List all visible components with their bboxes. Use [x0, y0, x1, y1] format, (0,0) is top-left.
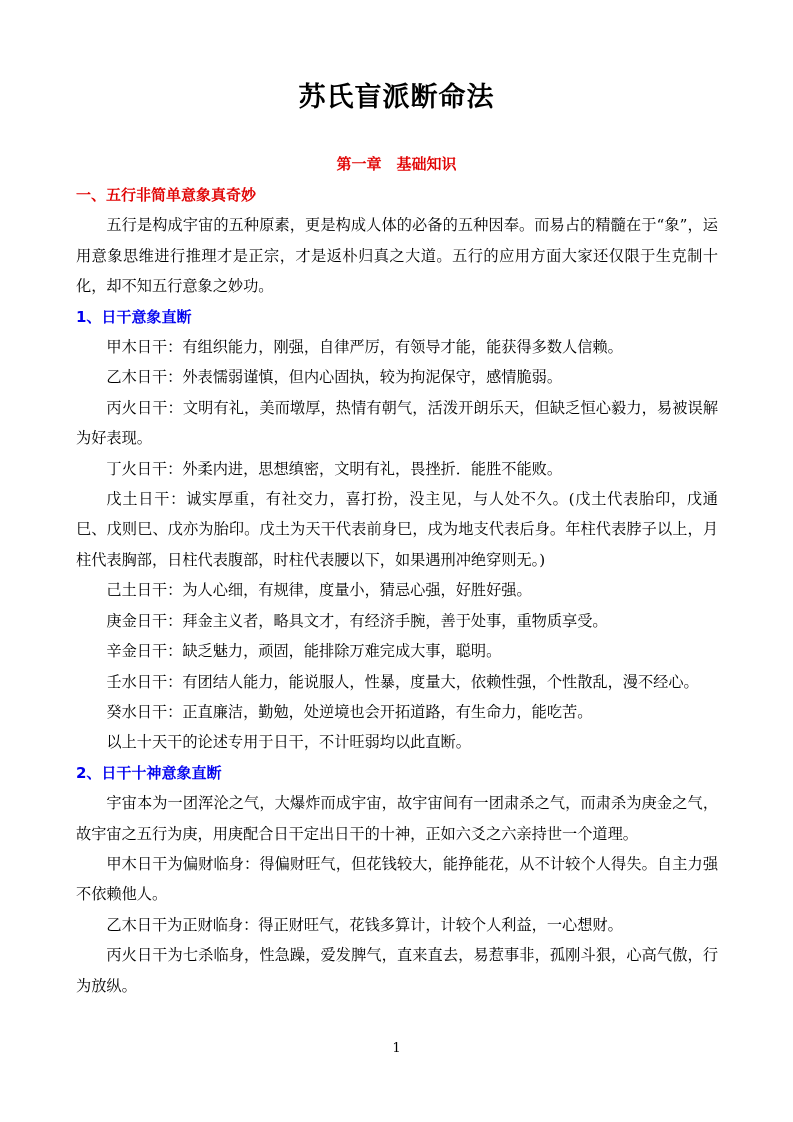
subsection-heading: 1、日干意象直断	[76, 307, 192, 326]
body-paragraph: 丙火日干为七杀临身，性急躁，爱发脾气，直来直去，易惹事非，孤刚斗狠，心高气傲，行为放纵。	[76, 946, 718, 995]
body-paragraph: 癸水日干：正直廉洁，勤勉，处逆境也会开拓道路，有生命力，能吃苦。	[106, 702, 593, 721]
body-paragraph: 五行是构成宇宙的五种原素，更是构成人体的必备的五种因奉。而易占的精髓在于“象”，运用意象思维进行推理才是正宗，才是返朴归真之大道。五行的应用方面大家还仅限于生克制十化，却不知五行意象之妙功。	[76, 216, 718, 296]
body-paragraph: 辛金日干：缺乏魅力，顽固，能排除万难完成大事，聪明。	[106, 642, 502, 661]
page-number: 1	[392, 1041, 401, 1056]
body-paragraph: 己土日干：为人心细，有规律，度量小，猜忌心强，好胜好强。	[106, 581, 532, 600]
document-title: 苏氏盲派断命法	[298, 82, 495, 113]
body-paragraph: 宇宙本为一团浑沦之气，大爆炸而成宇宙，故宇宙间有一团肃杀之气，而肃杀为庚金之气，故宇宙之五行为庚，用庚配合日干定出日干的十神，正如六爻之六亲持世一个道理。	[76, 794, 718, 843]
body-paragraph: 甲木日干为偏财临身：得偏财旺气，但花钱较大，能挣能花，从不计较个人得失。自主力强不依赖他人。	[76, 854, 718, 904]
body-paragraph: 以上十天干的论述专用于日干，不计旺弱均以此直断。	[106, 733, 471, 752]
body-paragraph: 壬水日干：有团结人能力，能说服人，性暴，度量大，依赖性强，个性散乱，漫不经心。	[106, 672, 699, 691]
chapter-title: 第一章 基础知识	[336, 155, 457, 173]
section-heading: 一、五行非简单意象真奇妙	[76, 186, 257, 204]
body-paragraph: 戊土日干：诚实厚重，有社交力，喜打扮，没主见，与人处不久。(戊土代表胎印，戊通巳、戊则巳、戊亦为胎印。戊土为天干代表前身巳，戌为地支代表后身。年柱代表脖子以上，月柱代表胸部，日柱代表腹部，时柱代表腰以下，如果遇刑冲绝穿则无。)	[76, 490, 718, 569]
body-paragraph: 甲木日干：有组织能力，刚强，自律严厉，有领导才能，能获得多数人信赖。	[106, 338, 623, 357]
body-paragraph: 乙木日干为正财临身：得正财旺气，花钱多算计，计较个人利益，一心想财。	[106, 915, 623, 934]
body-paragraph: 丁火日干：外柔内进，思想缜密，文明有礼，畏挫折．能胜不能败。	[106, 459, 563, 478]
document-body	[76, 180, 718, 1001]
body-paragraph: 丙火日干：文明有礼，美而墩厚，热情有朝气，活泼开朗乐天，但缺乏恒心毅力，易被误解为好表现。	[76, 398, 718, 448]
subsection-heading: 2、日干十神意象直断	[76, 763, 222, 782]
body-paragraph: 乙木日干：外表懦弱谨慎，但内心固执，较为拘泥保守，感情脆弱。	[106, 368, 563, 387]
body-paragraph: 庚金日干：拜金主义者，略具文才，有经济手腕，善于处事，重物质享受。	[106, 611, 608, 630]
